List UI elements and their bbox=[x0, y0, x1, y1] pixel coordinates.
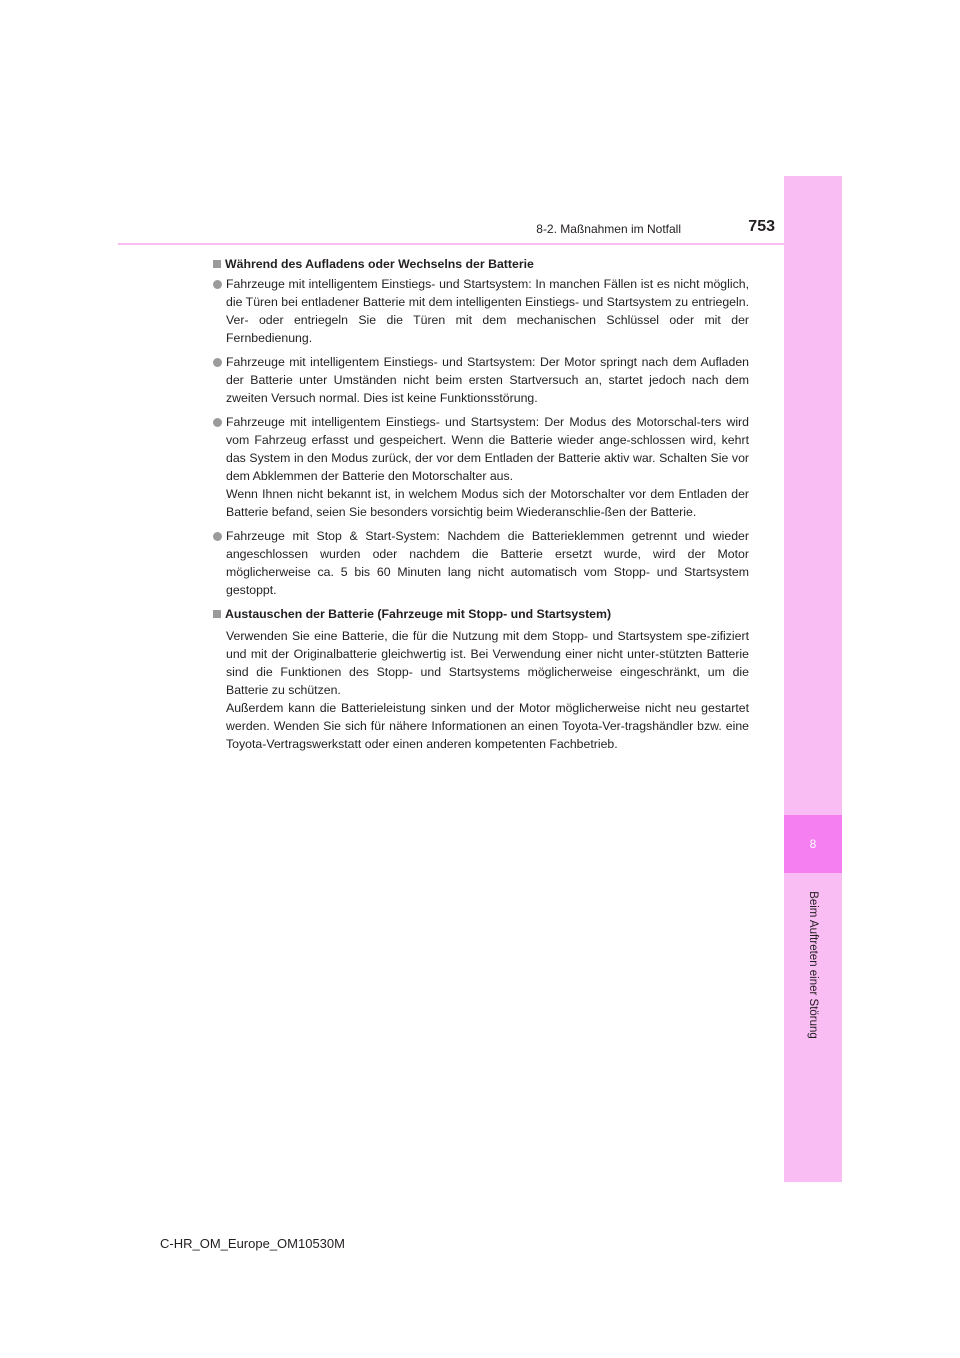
bullet-item-2 bbox=[212, 353, 749, 407]
bullet-text: Fahrzeuge mit intelligentem Einstiegs- und Startsystem: Der Modus des Motorschal-ters wird vom Fahrzeug erfasst und gespeichert. Wenn die Batterie wieder ange-schlossen wird, kehrt das System in den Modus zurück, der vor dem Entladen der Batterie aktiv war. Schalten Sie vor dem Abklemmen der Batterie den Motorschalter aus. bbox=[226, 415, 749, 483]
header-divider bbox=[118, 243, 784, 245]
bullet-text-continued: Wenn Ihnen nicht bekannt ist, in welchem Modus sich der Motorschalter vor dem Entladen der Batterie befand, seien Sie besonders vorsichtig beim Wiederanschlie-ßen der Batterie. bbox=[226, 487, 749, 519]
chapter-number: 8 bbox=[809, 837, 817, 851]
square-bullet-icon bbox=[213, 260, 221, 268]
section-heading-2 bbox=[212, 605, 749, 623]
document-code: C-HR_OM_Europe_OM10530M bbox=[160, 1236, 345, 1251]
chapter-title: Beim Auftreten einer Störung bbox=[807, 891, 819, 1039]
header-section-title: 8-2. Maßnahmen im Notfall bbox=[536, 222, 681, 236]
paragraph: Verwenden Sie eine Batterie, die für die Nutzung mit dem Stopp- und Startsystem spe-zifiziert und mit der Originalbatterie gleichwertig ist. Bei Verwendung einer nicht unter-stützten Batterie sind die Funktionen des Stopp- und Startsystems möglicherweise eingeschränkt, um die Batterie zu schützen. bbox=[226, 629, 749, 697]
circle-bullet-icon bbox=[213, 358, 222, 367]
page-content bbox=[212, 255, 749, 753]
bullet-item-3 bbox=[212, 413, 749, 521]
section-heading-1 bbox=[212, 255, 749, 273]
bullet-item-4 bbox=[212, 527, 749, 599]
heading-text: Während des Aufladens oder Wechselns der Batterie bbox=[225, 257, 534, 271]
bullet-item-1 bbox=[212, 275, 749, 347]
square-bullet-icon bbox=[213, 610, 221, 618]
heading-text: Austauschen der Batterie (Fahrzeuge mit Stopp- und Startsystem) bbox=[225, 607, 612, 621]
section-2-body bbox=[212, 627, 749, 753]
bullet-text: Fahrzeuge mit intelligentem Einstiegs- und Startsystem: Der Motor springt nach dem Aufladen der Batterie unter Umständen nicht beim ersten Startversuch an, startet jedoch nach dem zweiten Versuch normal. Dies ist keine Funktionsstörung. bbox=[226, 355, 749, 405]
bullet-text: Fahrzeuge mit Stop & Start-System: Nachdem die Batterieklemmen getrennt und wieder angeschlossen wurden oder nachdem die Batterie ersetzt wurde, wird der Motor möglicherweise ca. 5 bis 60 Minuten lang nicht automatisch vom Stopp- und Startsystem gestoppt. bbox=[226, 529, 749, 597]
paragraph: Außerdem kann die Batterieleistung sinken und der Motor möglicherweise nicht neu gestartet werden. Wenden Sie sich für nähere Informationen an einen Toyota-Ver-tragshändler bzw. eine Toyota-Vertragswerkstatt oder einen anderen kompetenten Fachbetrieb. bbox=[226, 701, 749, 751]
bullet-text: Fahrzeuge mit intelligentem Einstiegs- und Startsystem: In manchen Fällen ist es nicht möglich, die Türen bei entladener Batterie mit dem intelligenten Einstiegs- und Startsystem zu entriegeln. Ver- oder entriegeln Sie die Türen mit dem mechanischen Schlüssel oder mit der Fernbedienung. bbox=[226, 277, 749, 345]
circle-bullet-icon bbox=[213, 532, 222, 541]
page-number: 753 bbox=[748, 218, 775, 235]
circle-bullet-icon bbox=[213, 418, 222, 427]
circle-bullet-icon bbox=[213, 280, 222, 289]
